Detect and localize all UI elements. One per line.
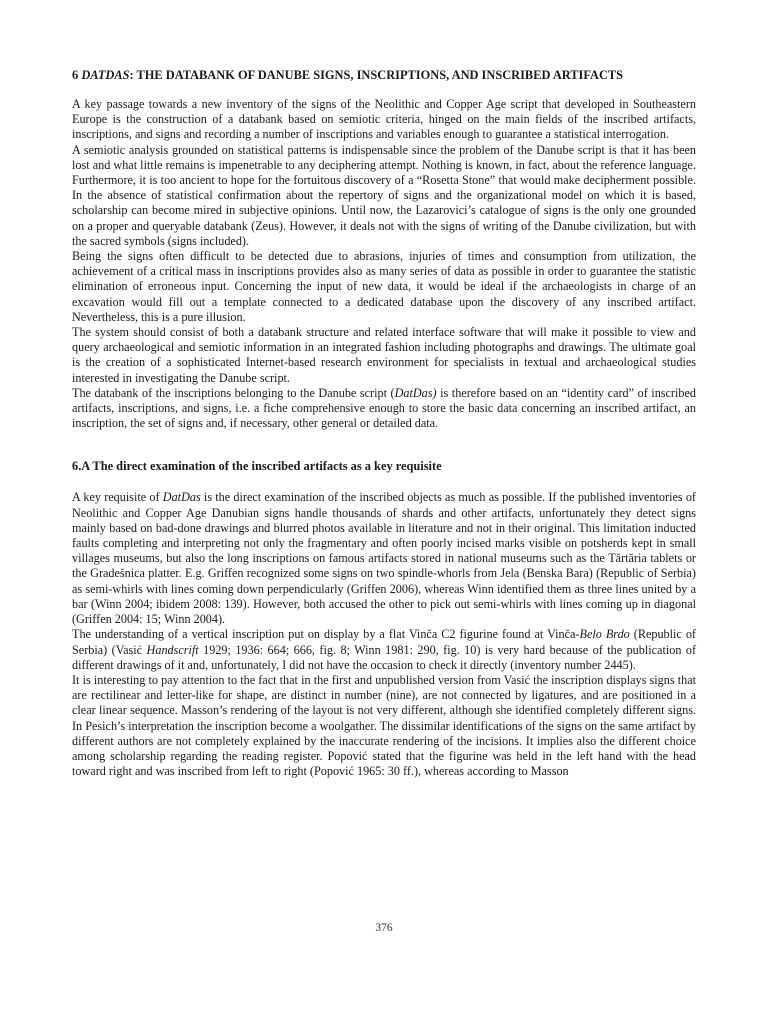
chapter-acronym: DATDAS xyxy=(81,68,130,82)
text-run: (Republic of Serbia) (Vasić xyxy=(72,627,696,657)
text-run: A key requisite of xyxy=(72,490,163,505)
text-run: is therefore based on an “identity card” of inscribed artifacts, inscriptions, and signs, i.e. a fiche comprehensive enough to store the basic data concerning an inscribed artifact, an inscription, the set of signs and, if necessary, other general or detailed data. xyxy=(72,385,696,431)
italic-term: Handscrift xyxy=(146,642,199,657)
paragraph: The system should consist of both a databank structure and related interface software that will make it possible to view and query archaeological and semiotic information in an integrated fashion including photographs and drawings. The ultimate goal is the creation of a sophisticated Internet-based research environment for specialists in textual and archaeological studies interested in investigating the Danube script. xyxy=(72,325,696,385)
section-heading: 6.A The direct examination of the inscribed artifacts as a key requisite xyxy=(72,459,442,474)
paragraph: Being the signs often difficult to be detected due to abrasions, injuries of times and consumption from utilization, the achievement of a critical mass in inscriptions provides also as many series of data as possible in order to guarantee the statistic elimination of erroneous input. Concerning the input of new data, it would be ideal if the archaeologists in charge of an excavation would fill out a template connected to a dedicated database upon the discovery of any inscribed artifact. Nevertheless, this is a pure illusion. xyxy=(72,249,696,324)
paragraph xyxy=(72,386,696,432)
page-number: 376 xyxy=(375,922,393,934)
chapter-title xyxy=(72,68,696,83)
italic-term: DatDas) xyxy=(394,385,437,400)
document-page xyxy=(72,68,696,779)
paragraph xyxy=(72,627,696,673)
text-run: The databank of the inscriptions belonging to the Danube script ( xyxy=(72,385,395,400)
paragraph: It is interesting to pay attention to the fact that in the first and unpublished version from Vasić the inscription displays signs that are rectilinear and letter-like for shape, are distinct in number (nine), are not connected by ligatures, and are positioned in a clear linear sequence. Masson’s rendering of the layout is not very different, although she identified completely different signs. In Pesich’s interpretation the inscription become a woolgather. The dissimilar identifications of the signs on the same artifact by different authors are not completely explained by the inaccurate rendering of the incisions. It implies also the different choice among scholarship regarding the reading register. Popović stated that the figurine was held in the left hand with the head toward right and was inscribed from left to right (Popović 1965: 30 ff.), whereas according to Masson xyxy=(72,672,696,779)
paragraph: A semiotic analysis grounded on statistical patterns is indispensable since the problem of the Danube script is that it has been lost and what little remains is impenetrable to any deciphering attempt. Nothing is known, in fact, about the reference language. Furthermore, it is too ancient to hope for the fortuitous discovery of a “Rosetta Stone” that would make decipherment possible. In the absence of statistical confirmation about the repertory of signs and the organizational model on which it is based, scholarship can become mired in subjective opinions. Until now, the Lazarovici’s catalogue of signs is the only one grounded on a proper and queryable databank (Zeus). However, it deals not with the signs of writing of the Danube civilization, but with the sacred symbols (signs included). xyxy=(72,142,696,248)
chapter-number: 6 xyxy=(72,68,79,82)
italic-term: Belo Brdo xyxy=(579,627,630,642)
text-run: is the direct examination of the inscribed objects as much as possible. If the published inventories of Neolithic and Copper Age Danubian signs handle thousands of shards and other artifacts, unfortunately they detect signs mainly based on bad-done drawings and blurred photos available in literature and not in their original. This limitation inducted faults completing and interpreting not only the fragmentary and often poorly incised marks visible on potsherds kept in small villages museums, but also the long inscriptions on famous artifacts stored in national museums such as the Tărtăria tablets or the Gradešnica platter. E.g. Griffen recognized some signs on two spindle-whorls from Jela (Benska Bara) (Republic of Serbia) as semi-whirls with lines coming down perpendicularly (Griffen 2006), whereas Winn identified them as three lines united by a bar (Winn 2004; ibidem 2008: 139). However, both accused the other to pick out semi-whirls with lines coming up in diagonal (Griffen 2004: 15; Winn 2004). xyxy=(72,490,696,627)
text-run: 1929; 1936: 664; 666, fig. 8; Winn 1981: 290, fig. 10) is very hard because of the publication of different drawings of it and, unfortunately, I did not have the occasion to check it directly (inventory number 2445). xyxy=(72,642,697,672)
paragraph: A key passage towards a new inventory of the signs of the Neolithic and Copper Age script that developed in Southeastern Europe is the construction of a databank based on semiotic criteria, hinged on the main fields of the inscribed artifacts, inscriptions, and signs and recording a number of inscriptions and variables enough to guarantee a statistical interrogation. xyxy=(72,97,696,142)
chapter-title-text: : THE DATABANK OF DANUBE SIGNS, INSCRIPTIONS, AND INSCRIBED ARTIFACTS xyxy=(129,68,624,82)
text-run: The understanding of a vertical inscription put on display by a flat Vinča C2 figurine found at Vinča- xyxy=(72,627,580,642)
italic-term: DatDas xyxy=(162,490,201,505)
paragraph xyxy=(72,490,696,627)
